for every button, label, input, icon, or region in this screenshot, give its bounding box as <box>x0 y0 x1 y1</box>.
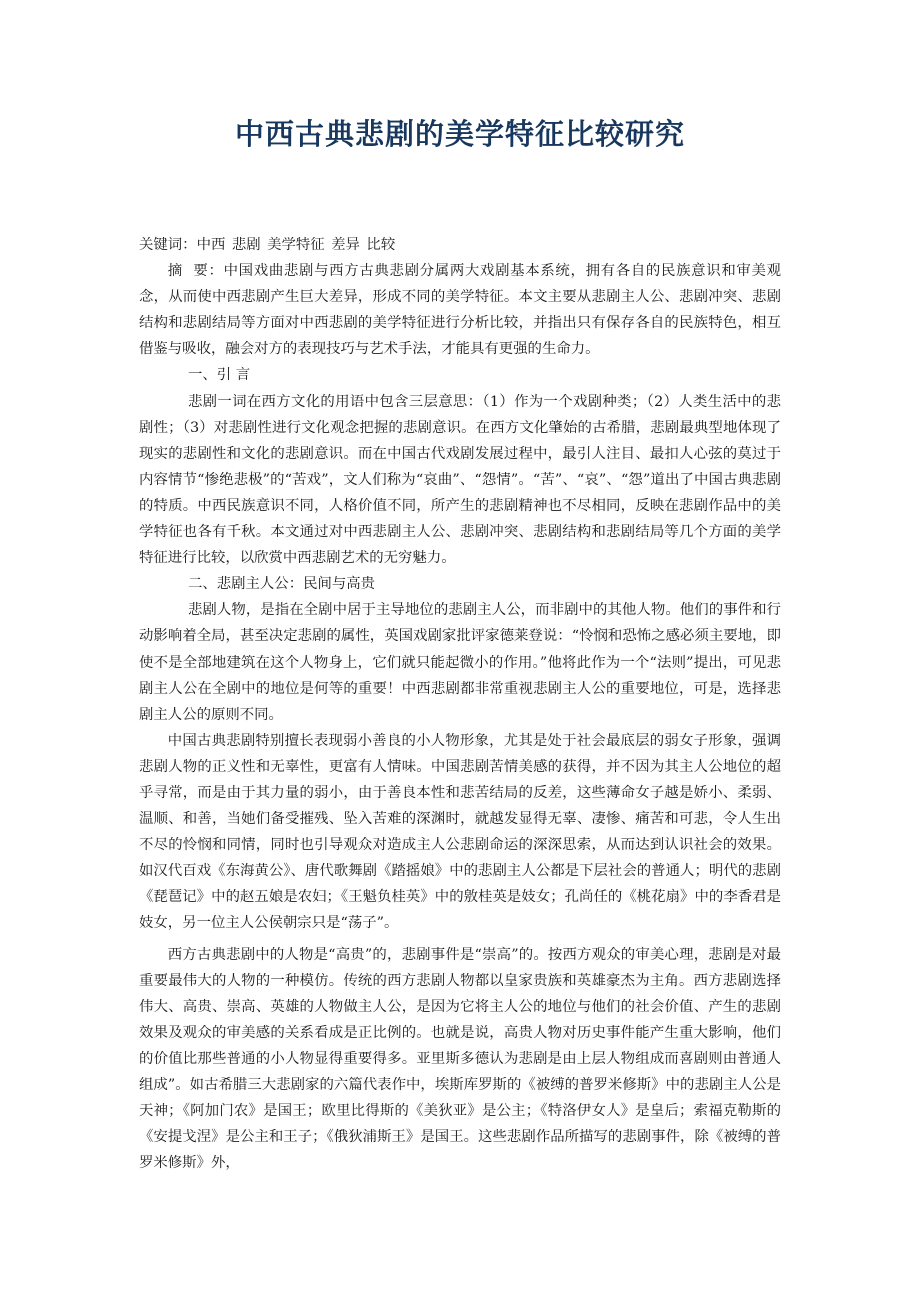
keyword: 中西 <box>196 237 226 253</box>
body-paragraph: 中国古典悲剧特别擅长表现弱小善良的小人物形象，尤其是处于社会最底层的弱女子形象，强调悲剧人物的正义性和无辜性，更富有人情味。中国悲剧苦情美感的获得，并不因为其主人公地位的超乎寻常，而是由于其力量的弱小，由于善良本性和悲苦结局的反差，这些薄命女子越是娇小、柔弱、温顺、和善，当她们备受摧残、坠入苦难的深渊时，就越发显得无辜、凄惨、痛苦和可悲，令人生出不尽的怜悯和同情，同时也引导观众对造成主人公悲剧命运的深深思索，从而达到认识社会的效果。如汉代百戏《东海黄公》、唐代歌舞剧《踏摇娘》中的悲剧主人公都是下层社会的普通人；明代的悲剧《琵琶记》中的赵五娘是农妇；《王魁负桂英》中的敫桂英是妓女；孔尚任的《桃花扇》中的李香君是妓女，另一位主人公侯朝宗只是“荡子”。 <box>139 732 781 932</box>
page-title: 中西古典悲剧的美学特征比较研究 <box>234 117 685 151</box>
keywords-label: 关键词： <box>139 237 197 253</box>
section-heading-intro: 一、引 言 <box>187 367 251 384</box>
keyword: 比较 <box>366 237 396 253</box>
keywords-line <box>139 232 781 258</box>
keyword: 差异 <box>331 237 360 253</box>
keyword: 美学特征 <box>267 237 325 253</box>
keyword: 悲剧 <box>231 237 261 253</box>
document-body <box>139 232 781 1176</box>
section-heading-protagonist: 二、悲剧主人公：民间与高贵 <box>187 576 376 593</box>
body-paragraph: 西方古典悲剧中的人物是“高贵”的，悲剧事件是“崇高”的。按西方观众的审美心理，悲剧是对最重要最伟大的人物的一种模仿。传统的西方悲剧人物都以皇家贵族和英雄豪杰为主角。西方悲剧选择伟大、高贵、崇高、英雄的人物做主人公，是因为它将主人公的地位与他们的社会价值、产生的悲剧效果及观众的审美感的关系看成是正比例的。也就是说，高贵人物对历史事件能产生重大影响，他们的价值比那些普通的小人物显得重要得多。亚里斯多德认为悲剧是由上层人物组成而喜剧则由普通人组成”。如古希腊三大悲剧家的六篇代表作中，埃斯库罗斯的《被缚的普罗米修斯》中的悲剧主人公是天神；《阿加门农》是国王；欧里比得斯的《美狄亚》是公主；《特洛伊女人》是皇后；索福克勒斯的《安提戈涅》是公主和王子；《俄狄浦斯王》是国王。这些悲剧作品所描写的悲剧事件，除《被缚的普罗米修斯》外， <box>139 946 781 1172</box>
abstract-text: 中国戏曲悲剧与西方古典悲剧分属两大戏剧基本系统，拥有各自的民族意识和审美观念，从而使中西悲剧产生巨大差异，形成不同的美学特征。本文主要从悲剧主人公、悲剧冲突、悲剧结构和悲剧结局等方面对中西悲剧的美学特征进行分析比较，并指出只有保存各自的民族特色，相互借鉴与吸收，融会对方的表现技巧与艺术手法，才能具有更强的生命力。 <box>139 263 781 358</box>
body-paragraph: 悲剧一词在西方文化的用语中包含三层意思：（1）作为一个戏剧种类；（2）人类生活中的悲剧性；（3）对悲剧性进行文化观念把握的悲剧意识。在西方文化肇始的古希腊，悲剧最典型地体现了现实的悲剧性和文化的悲剧意识。而在中国古代戏剧发展过程中，最引人注目、最扣人心弦的莫过于内容情节“惨绝悲极”的“苦戏”，文人们称为“哀曲”、“怨情”。“苦”、“哀”、“怨”道出了中国古典悲剧的特质。中西民族意识不同，人格价值不同，所产生的悲剧精神也不尽相同，反映在悲剧作品中的美学特征也各有千秋。本文通过对中西悲剧主人公、悲剧冲突、悲剧结构和悲剧结局等几个方面的美学特征进行比较，以欣赏中西悲剧艺术的无穷魅力。 <box>139 393 781 567</box>
body-paragraph: 悲剧人物，是指在全剧中居于主导地位的悲剧主人公，而非剧中的其他人物。他们的事件和行动影响着全局，甚至决定悲剧的属性，英国戏剧家批评家德莱登说：“怜悯和恐怖之感必须主要地，即使不是全部地建筑在这个人物身上，它们就只能起微小的作用。”他将此作为一个“法则”提出，可见悲剧主人公在全剧中的地位是何等的重要！中西悲剧都非常重视悲剧主人公的重要地位，可是，选择悲剧主人公的原则不同。 <box>139 602 781 723</box>
abstract-paragraph <box>139 258 781 362</box>
abstract-label: 摘 要： <box>167 263 224 280</box>
